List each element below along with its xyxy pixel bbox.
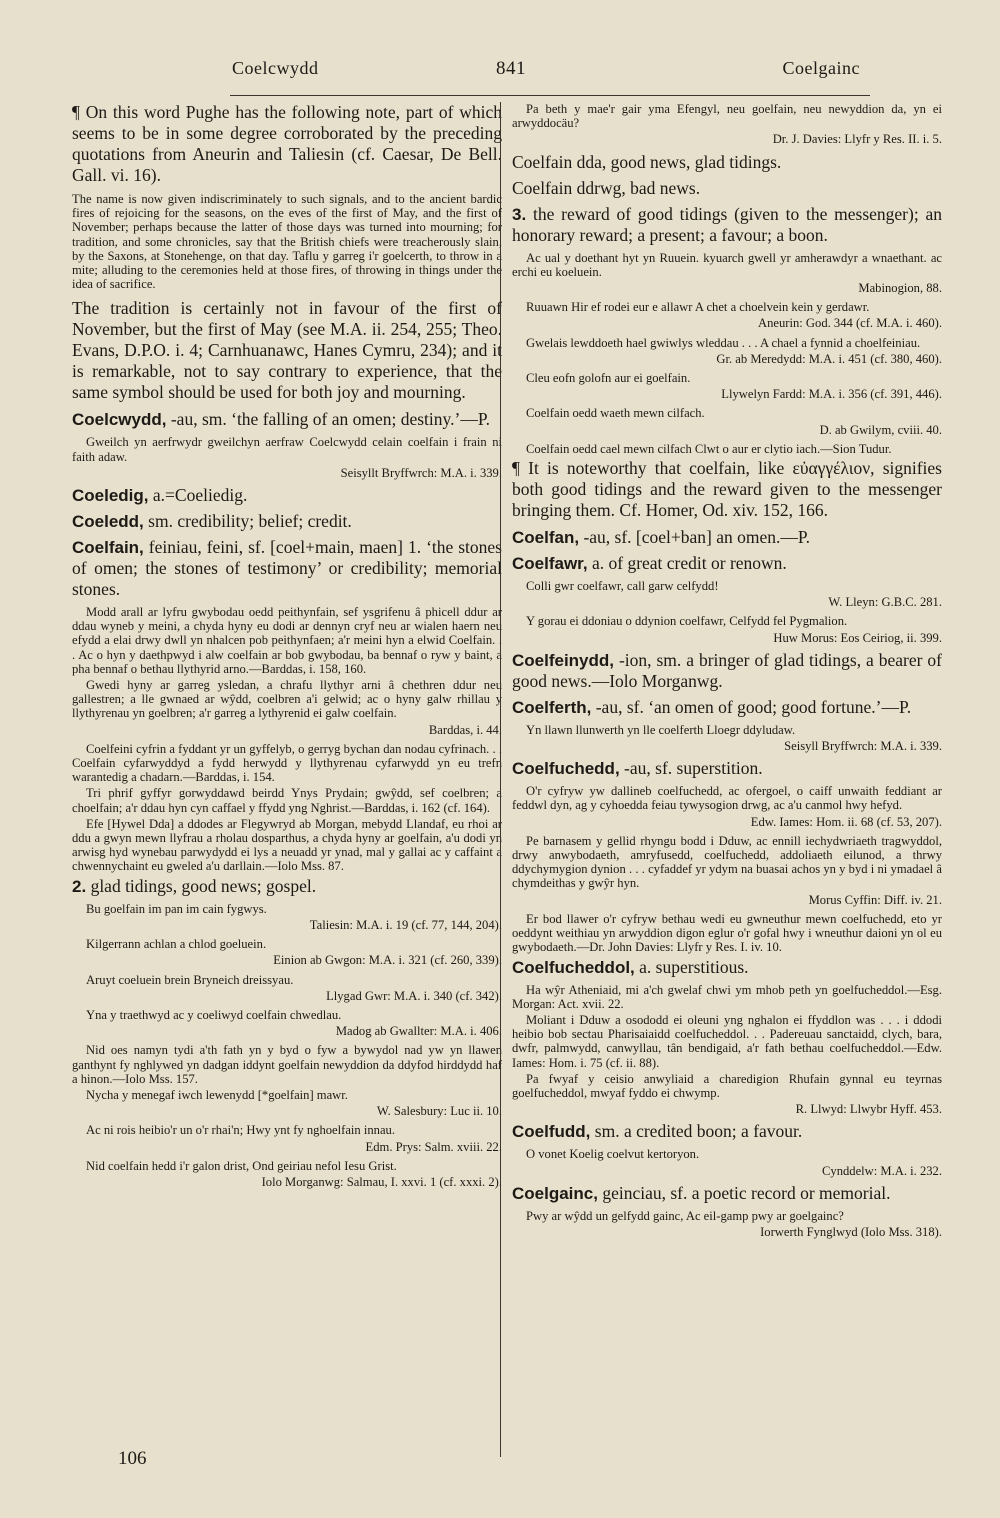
right-entry	[512, 758, 942, 779]
left-entry	[72, 511, 502, 532]
left-citation: Barddas, i. 44.	[428, 722, 502, 737]
left-citation: Llygad Gwr: M.A. i. 340 (cf. 342).	[326, 988, 502, 1003]
definition: geinciau, sf. a poetic record or memorial.	[597, 1182, 891, 1203]
left-entry	[72, 876, 502, 897]
header-rule	[230, 95, 870, 96]
left-quotation: Efe [Hywel Dda] a ddodes ar Flegywryd ab Morgan, mebydd Llandaf, eu rhoi ar ddu a gwyn mewn llyfrau a rholau dosparthus, a chyda hyny ar goelfain, a'u dodi yn arwisg hyd wynebau parwydydd ei lys a neuadd yr ynad, mal y gallai ac y caffaint a chwennychaint eu gweled a'u darllain.—Iolo Mss. 87.	[72, 816, 502, 874]
headword: Coelfain,	[72, 538, 144, 558]
right-quotation: Y gorau ei ddoniau o ddynion coelfawr, Celfydd fel Pygmalion.	[526, 614, 848, 629]
right-citation: Gr. ab Meredydd: M.A. i. 451 (cf. 380, 460).	[716, 351, 942, 366]
left-entry	[72, 537, 502, 600]
definition: feiniau, feini, sf. [coel+main, maen] 1. ‘the stones of omen; the stones of testimony’ or credibility; memorial stones.	[72, 537, 502, 600]
header-right-word: Coelgainc	[782, 58, 860, 78]
left-quotation: Nid oes namyn tydi a'th fath yn y byd o fyw a bywydol nad yw yn llawen ganthynt fy nghlywed yn dadgan iddynt goelfain newyddion da ddyfod hirddydd haf a hinon.—Iolo Mss. 157.	[72, 1043, 502, 1086]
left-quotation: Kilgerrann achlan a chlod goeluein.	[86, 937, 267, 952]
page-number: 841	[496, 58, 526, 79]
left-quotation: Ac ni rois heibio'r un o'r rhai'n; Hwy ynt fy nghoelfain innau.	[86, 1123, 395, 1138]
definition: -au, sf. superstition.	[619, 758, 763, 779]
right-citation: Llywelyn Fardd: M.A. i. 356 (cf. 391, 446).	[721, 387, 942, 402]
left-quotation: Nid coelfain hedd i'r galon drist, Ond geiriau nefol Iesu Grist.	[86, 1158, 397, 1173]
right-citation: Mabinogion, 88.	[858, 281, 942, 296]
left-quotation: Gwedi hyny ar garreg ysledan, a chrafu llythyr arni â chethren ddur neu gallestren; a lle gwnaed ar wŷdd, coelbren a'i gelwid; ac o hyny galw rhillau y llythyrenau yn goelbren; a'r garreg a lythyrenid ei galw coelfain.	[72, 678, 502, 721]
right-entry	[512, 178, 942, 199]
left-citation: Madog ab Gwallter: M.A. i. 406.	[335, 1024, 502, 1039]
right-citation: Edw. Iames: Hom. ii. 68 (cf. 53, 207).	[750, 814, 942, 829]
right-entry	[512, 957, 942, 978]
left-quotation: Nycha y menegaf iwch lewenydd [*goelfain] mawr.	[86, 1087, 348, 1102]
left-entry	[72, 485, 502, 506]
right-quotation: Colli gwr coelfawr, call garw celfydd!	[526, 579, 719, 594]
left-citation: W. Salesbury: Luc ii. 10.	[376, 1104, 502, 1119]
right-quotation: Pa beth y mae'r gair yma Efengyl, neu goelfain, neu newyddion da, yn ei arwyddocäu?	[512, 102, 942, 131]
left-citation: Edm. Prys: Salm. xviii. 22.	[365, 1139, 502, 1154]
right-quotation: Cleu eofn golofn aur ei goelfain.	[526, 371, 691, 386]
right-quotation: O vonet Koelig coelvut kertoryon.	[526, 1147, 700, 1162]
headword: Coeledig,	[72, 486, 149, 506]
definition: Coelfain dda, good news, glad tidings.	[512, 151, 782, 172]
right-entry	[512, 1121, 942, 1142]
right-citation: D. ab Gwilym, cviii. 40.	[819, 422, 942, 437]
right-entry	[512, 527, 942, 548]
definition: -ion, sm. a bringer of glad tidings, a bearer of good news.—Iolo Morganwg.	[512, 649, 942, 691]
right-citation: R. Llwyd: Llwybr Hyff. 453.	[795, 1102, 942, 1117]
right-citation: Dr. J. Davies: Llyfr y Res. II. i. 5.	[772, 132, 942, 147]
running-header	[70, 58, 930, 88]
headword: Coelferth,	[512, 697, 592, 717]
right-citation: Huw Morus: Eos Ceiriog, ii. 399.	[773, 630, 942, 645]
right-entry	[512, 553, 942, 574]
headword: Coelfan,	[512, 528, 580, 548]
right-note-paragraph: ¶ It is noteworthy that coelfain, like εὐαγγέλιον, signifies both good tidings and the reward given to the messenger bringing them. Cf. Homer, Od. xiv. 152, 166.	[512, 458, 942, 521]
column-divider	[500, 102, 501, 1457]
right-entry	[512, 697, 942, 718]
right-quotation: Er bod llawer o'r cyfryw bethau wedi eu gwneuthur mewn coelfuchedd, eto yr oeddynt weithiau yn arwyddion digon eglur o'r gofal hwy i wneuthur daioni yn ol eu gwybodaeth.—Dr. John Davies: Llyfr y Res. I. iv. 10.	[512, 911, 942, 955]
left-quotation: Tri phrif gyffyr gorwyddawd beirdd Ynys Prydain; gwŷdd, sef coelbren; a choelfain; a'r ddau hyn cyn caffael y ffydd yng Nghrist.—Barddas, i. 162 (cf. 164).	[72, 786, 502, 815]
right-citation: Aneurin: God. 344 (cf. M.A. i. 460).	[758, 316, 942, 331]
headword: Coelfeinydd,	[512, 650, 615, 670]
definition: a.=Coeliedig.	[148, 485, 248, 506]
headword: Coelfudd,	[512, 1122, 591, 1142]
headword: Coelfuchedd,	[512, 759, 620, 779]
left-quotation: Gweilch yn aerfrwydr gweilchyn aerfraw Coelcwydd celain coelfain i frain ni faith adaw.	[72, 435, 502, 464]
definition: -au, sf. [coel+ban] an omen.—P.	[579, 527, 811, 548]
left-small-note: The name is now given indiscriminately to such signals, and to the ancient bardic fires of rejoicing for the seasons, on the eves of the first of May, and the first of November; perhaps because the latter of those days was turned into mourning; for tradition, and some chronicles, say that the British chiefs were treacherously slain, by the Saxons, at Stonehenge, on that day. Taflu y garreg i'r goelcerth, to throw in a mite; alluding to the ceremonies held at those fires, of throwing in things under the idea of sacrifice.	[72, 192, 502, 292]
definition: -au, sm. ‘the falling of an omen; destiny.’—P.	[166, 409, 490, 430]
signature-mark: 106	[118, 1448, 147, 1469]
right-citation: Morus Cyffin: Diff. iv. 21.	[808, 892, 942, 907]
right-quotation: O'r cyfryw yw dallineb coelfuchedd, ac ofergoel, o caiff unwaith feddiant ar feddwl dyn, ag y cyhoedda feiau tywysogion drwg, ac a'u canmol hwy hefyd.	[512, 784, 942, 813]
headword: Coelfucheddol,	[512, 957, 635, 977]
left-note-paragraph: The tradition is certainly not in favour of the first of November, but the first of May (see M.A. ii. 254, 255; Theo. Evans, D.P.O. i. 4; Carnhuanawc, Hanes Cymru, 234); and it is remarkable, not to say contrary to experience, that the same symbol should be used for both joy and mourning.	[72, 298, 502, 403]
right-entry	[512, 1183, 942, 1204]
left-entry	[72, 409, 502, 430]
headword: 2.	[72, 876, 87, 896]
left-quotation: Bu goelfain im pan im cain fygwys.	[86, 901, 267, 916]
left-citation: Einion ab Gwgon: M.A. i. 321 (cf. 260, 339).	[273, 953, 502, 968]
left-citation: Taliesin: M.A. i. 19 (cf. 77, 144, 204).	[309, 917, 502, 932]
right-citation: Iorwerth Fynglwyd (Iolo Mss. 318).	[760, 1224, 942, 1239]
headword: Coeledd,	[72, 512, 144, 532]
left-citation: Iolo Morganwg: Salmau, I. xxvi. 1 (cf. xxxi. 2).	[261, 1174, 502, 1189]
definition: the reward of good tidings (given to the messenger); an honorary reward; a present; a favour; a boon.	[512, 203, 942, 245]
right-quotation: Pe barnasem y gellid rhyngu bodd i Dduw, ac ennill iechydwriaeth tragwyddol, drwy anwybodaeth, amryfusedd, coelfuchedd, addoliaeth eilunod, a thrwy ddychymygion dynion . . . cyfaddef yr ydym na buasai achos yn y byd i ni ymadael â chymdeithas y gwŷr hyn.	[512, 833, 942, 891]
right-quotation: Pa fwyaf y ceisio anwyliaid a charedigion Rhufain gynnal eu teyrnas goelfucheddol, mwyaf fyddo ei chwymp.	[512, 1071, 942, 1100]
left-quotation: Modd arall ar lyfru gwybodau oedd peithynfain, sef ysgrifenu â phicell ddur ar ddau wyneb y meini, a chyda hyny eu dodi ar dennyn cryf neu ar wialen haern neu efydd a elai drwy dwll yn nhalcen pob peithynfaen; a'r meini hyn a elwid Coelfain. . . Ac o hyn y daethpwyd i alw coelfain ar bob gwybodau, ba bennaf o ryw y baint, a pha bennaf o bethau llythyrid arno.—Barddas, i. 158, 160.	[72, 605, 502, 676]
left-quotation: Aruyt coeluein brein Bryneich dreissyau.	[86, 972, 294, 987]
right-quotation: Ac ual y doethant hyt yn Ruuein. kyuarch gwell yr amherawdyr a wnaethant. ac erchi eu koeluein.	[512, 250, 942, 279]
definition: Coelfain ddrwg, bad news.	[512, 177, 701, 198]
right-quotation: Coelfain oedd waeth mewn cilfach.	[526, 406, 705, 421]
right-citation: Cynddelw: M.A. i. 232.	[822, 1163, 942, 1178]
definition: sm. credibility; belief; credit.	[143, 511, 352, 532]
definition: sm. a credited boon; a favour.	[590, 1121, 803, 1142]
right-quotation: Moliant i Dduw a osododd ei oleuni yng nghalon ei ffyddlon was . . . i ddodi heibio bob sectau Pharisaiaidd coelfucheddol. . . Padereuau sanctaidd, clych, bara, dwfr, palmwydd, canwyllau, tân bendigaid, a'r fath bethau coelfucheddol.—Edw. Iames: Hom. i. 75 (cf. ii. 88).	[512, 1012, 942, 1070]
right-entry	[512, 152, 942, 173]
headword: Coelfawr,	[512, 554, 588, 574]
left-quotation: Yna y traethwyd ac y coeliwyd coelfain chwedlau.	[86, 1007, 342, 1022]
right-citation: W. Lleyn: G.B.C. 281.	[828, 595, 942, 610]
definition: a. of great credit or renown.	[587, 553, 787, 574]
right-quotation: Yn llawn llunwerth yn lle coelferth Lloegr ddyludaw.	[526, 722, 796, 737]
right-quotation: Coelfain oedd cael mewn cilfach Clwt o aur er clytio iach.—Sion Tudur.	[526, 441, 892, 456]
right-column	[512, 102, 942, 1244]
right-entry	[512, 650, 942, 692]
headword: Coelcwydd,	[72, 410, 167, 430]
left-citation: Seisyllt Bryffwrch: M.A. i. 339.	[340, 465, 502, 480]
headword: 3.	[512, 204, 527, 224]
definition: glad tidings, good news; gospel.	[86, 875, 317, 896]
right-quotation: Pwy ar wŷdd un gelfydd gainc, Ac eil-gamp pwy ar goelgainc?	[526, 1208, 844, 1223]
definition: a. superstitious.	[634, 956, 749, 977]
header-left-word: Coelcwydd	[232, 58, 319, 78]
left-column	[72, 102, 502, 1194]
right-quotation: Ha wŷr Atheniaid, mi a'ch gwelaf chwi ym mhob peth yn goelfucheddol.—Esg. Morgan: Act. xvii. 22.	[512, 982, 942, 1011]
right-entry	[512, 204, 942, 246]
left-quotation: Coelfeini cyfrin a fyddant yr un gyffelyb, o gerryg bychan dan nodau cyfrinach. . . Coelfain cyfarwyddyd a fydd herwydd y llythyrenau cyfarwydd yn eu trefn warantedig a chadarn.—Barddas, i. 154.	[72, 741, 502, 785]
left-note-paragraph: ¶ On this word Pughe has the following note, part of which seems to be in some degree corroborated by the preceding quotations from Aneurin and Taliesin (cf. Caesar, De Bell. Gall. vi. 16).	[72, 102, 502, 185]
definition: -au, sf. ‘an omen of good; good fortune.’—P.	[591, 696, 912, 717]
right-quotation: Gwelais lewddoeth hael gwiwlys wleddau . . . A chael a fynnid a choelfeiniau.	[526, 335, 921, 350]
right-citation: Seisyll Bryffwrch: M.A. i. 339.	[784, 739, 942, 754]
right-quotation: Ruuawn Hir ef rodei eur e allawr A chet a choelvein kein y gerdawr.	[526, 300, 870, 315]
headword: Coelgainc,	[512, 1183, 598, 1203]
